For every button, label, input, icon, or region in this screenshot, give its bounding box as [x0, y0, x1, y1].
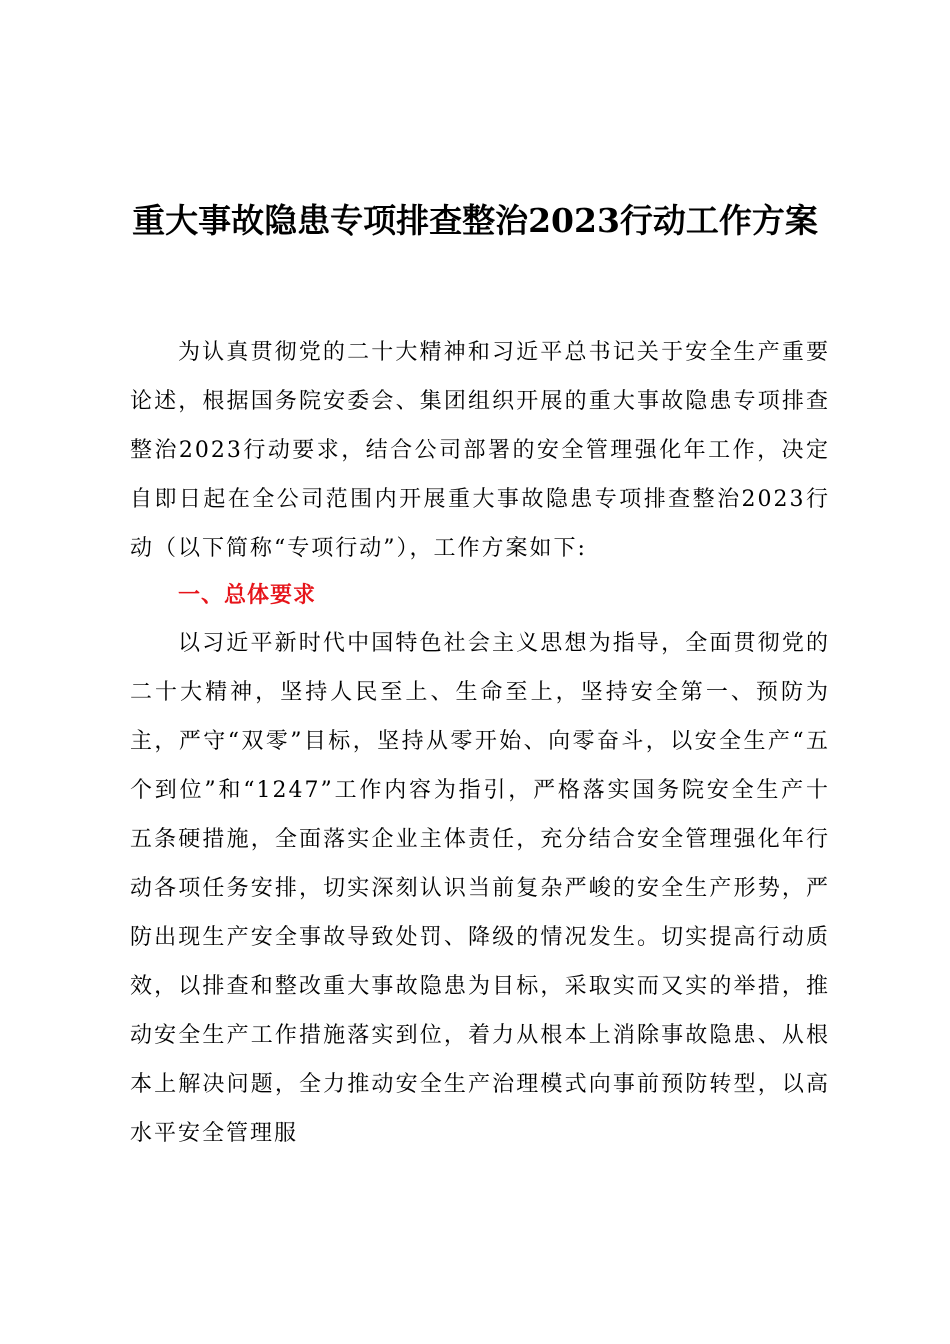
document-title: 重大事故隐患专项排查整治2023行动工作方案	[132, 201, 818, 240]
section-paragraph-general-requirements: 以习近平新时代中国特色社会主义思想为指导，全面贯彻党的二十大精神，坚持人民至上、生命至上，坚持安全第一、预防为主，严守“双零”目标，坚持从零开始、向零奋斗，以安全生产“五个到位”和“1247”工作内容为指引，严格落实国务院安全生产十五条硬措施，全面落实企业主体责任，充分结合安全管理强化年行动各项任务安排，切实深刻认识当前复杂严峻的安全生产形势，严防出现生产安全事故导致处罚、降级的情况发生。切实提高行动质效，以排查和整改重大事故隐患为目标，采取实而又实的举措，推动安全生产工作措施落实到位，着力从根本上消除事故隐患、从根本上解决问题，全力推动安全生产治理模式向事前预防转型，以高水平安全管理服	[130, 631, 830, 1146]
intro-paragraph: 为认真贯彻党的二十大精神和习近平总书记关于安全生产重要论述，根据国务院安委会、集团组织开展的重大事故隐患专项排查整治2023行动要求，结合公司部署的安全管理强化年工作，决定自即日起在全公司范围内开展重大事故隐患专项排查整治2023行动（以下简称“专项行动”），工作方案如下:	[130, 340, 830, 561]
section-heading-general-requirements: 一、总体要求	[178, 583, 317, 608]
document-body	[130, 328, 830, 1158]
